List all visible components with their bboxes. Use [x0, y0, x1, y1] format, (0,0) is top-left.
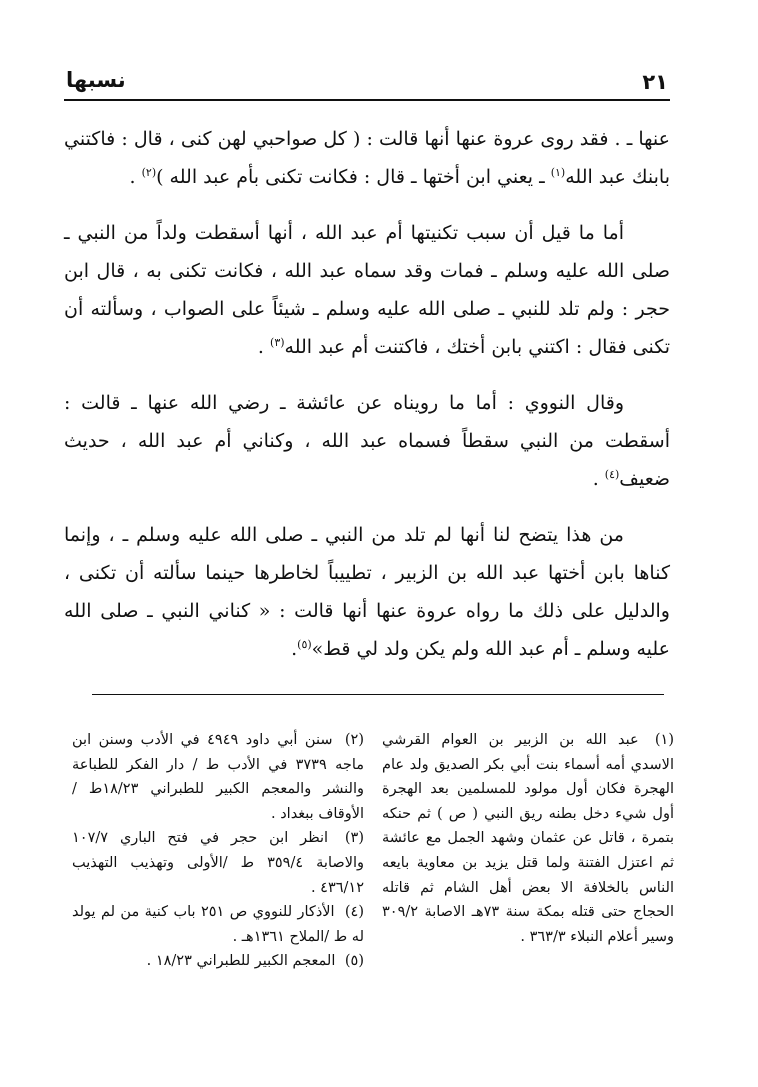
- footnote-ref-5: (٥): [297, 638, 312, 651]
- footnote-5-mark: (٥): [344, 953, 364, 970]
- footnote-ref-3: (٣): [270, 336, 285, 349]
- footnote-2-text: سنن أبي داود ٤٩٤٩ في الأدب وسنن ابن ماجه ٣٧٣٩ في الأدب ط / دار الفكر للطباعة والنشر والمعجم الكبير للطبراني ١٨/٢٣ط / الأوقاف ببغداد .: [72, 732, 365, 822]
- footnote-1-text: عبد الله بن الزبير بن العوام القرشي الاسدي أمه أسماء بنت أبي بكر الصديق ولد عام الهجرة فكان أول مولود للمسلمين بعد الهجرة أول شيء دخل بطنه ريق النبي ( ص ) ثم حنكه بتمرة ، قاتل عن عثمان وشهد الجمل مع عائشة ثم اعتزل الفتنة ولما قتل يزيد بن معاوية بايعه الناس بالخلافة الا بعض أهل الشام ثم قاتله الحجاج حتى قتله بمكة سنة ٧٣هـ الاصابة ٣٠٩/٢ وسير أعلام النبلاء ٣٦٣/٣ .: [382, 732, 674, 945]
- footnote-3-mark: (٣): [344, 830, 364, 847]
- paragraph-1-text-cont: ـ يعني ابن أختها ـ قال : فكانت تكنى بأم عبد الله ): [156, 166, 551, 188]
- paragraph-3: [64, 384, 670, 498]
- header-rule: [64, 99, 670, 101]
- footnote-2-mark: (٢): [344, 732, 364, 748]
- footnote-2: [72, 728, 364, 826]
- footnote-4-text: الأذكار للنووي ص ٢٥١ باب كنية من لم يولد له ط /الملاح ١٣٦١هـ .: [72, 904, 364, 945]
- paragraph-1-end: .: [129, 166, 142, 188]
- page-header: [64, 62, 670, 98]
- paragraph-4-end: .: [291, 638, 298, 660]
- paragraph-2: [64, 214, 670, 366]
- main-text: [64, 120, 670, 668]
- footnote-3-text: انظر ابن حجر في فتح الباري ١٠٧/٧ والاصابة ٣٥٩/٤ ط /الأولى وتهذيب التهذيب ٤٣٦/١٢ .: [72, 830, 364, 896]
- footnote-5: [72, 949, 364, 974]
- footnote-5-text: المعجم الكبير للطبراني ١٨/٢٣ .: [146, 953, 336, 970]
- footnote-ref-1: (١): [550, 166, 566, 179]
- paragraph-2-end: .: [257, 336, 271, 358]
- paragraph-3-end: .: [592, 468, 605, 490]
- running-title: نسبها: [66, 68, 126, 92]
- footnote-4-mark: (٤): [344, 904, 364, 921]
- paragraph-2-text: أما ما قيل أن سبب تكنيتها أم عبد الله ، أنها أسقطت ولداً من النبي ـ صلى الله عليه وسلم ـ فمات وقد سماه عبد الله ، فكانت تكنى به ، قال ابن حجر : ولم تلد للنبي ـ صلى الله عليه وسلم ـ شيئاً على الصواب ، وسألته أن تكنى فقال : اكتني بابن أختك ، فاكتنت أم عبد الله: [64, 222, 670, 358]
- paragraph-1-text: عنها ـ . فقد روى عروة عنها أنها قالت : ( كل صواحبي لهن كنى ، قال : فاكتني بابنك عبد الله: [64, 128, 670, 188]
- footnote-1: [382, 728, 674, 949]
- paragraph-4-text: من هذا يتضح لنا أنها لم تلد من النبي ـ صلى الله عليه وسلم ـ ، وإنما كناها بابن أختها عبد الله بن الزبير ، تطييباً لخاطرها حينما سألته أن تكنى ، والدليل على ذلك ما رواه عروة عنها أنها قالت : « كناني النبي ـ صلى الله عليه وسلم ـ أم عبد الله ولم يكن ولد لي قط»: [64, 524, 670, 660]
- footnote-ref-4: (٤): [604, 468, 620, 481]
- footnotes-left-column: [72, 728, 364, 974]
- paragraph-1: [64, 120, 670, 196]
- footnote-3: [72, 826, 364, 900]
- footnote-4: [72, 900, 364, 949]
- footnote-separator: [92, 694, 664, 695]
- footnote-1-mark: (١): [654, 732, 674, 748]
- paragraph-4: [64, 516, 670, 668]
- paragraph-3-text: وقال النووي : أما ما رويناه عن عائشة ـ رضي الله عنها ـ قالت : أسقطت من النبي سقطاً فسماه عبد الله ، وكناني أم عبد الله ، حديث ضعيف: [64, 392, 670, 490]
- page-number: ٢١: [642, 70, 668, 94]
- footnotes-right-column: [382, 728, 674, 949]
- footnote-ref-2: (٢): [141, 166, 157, 179]
